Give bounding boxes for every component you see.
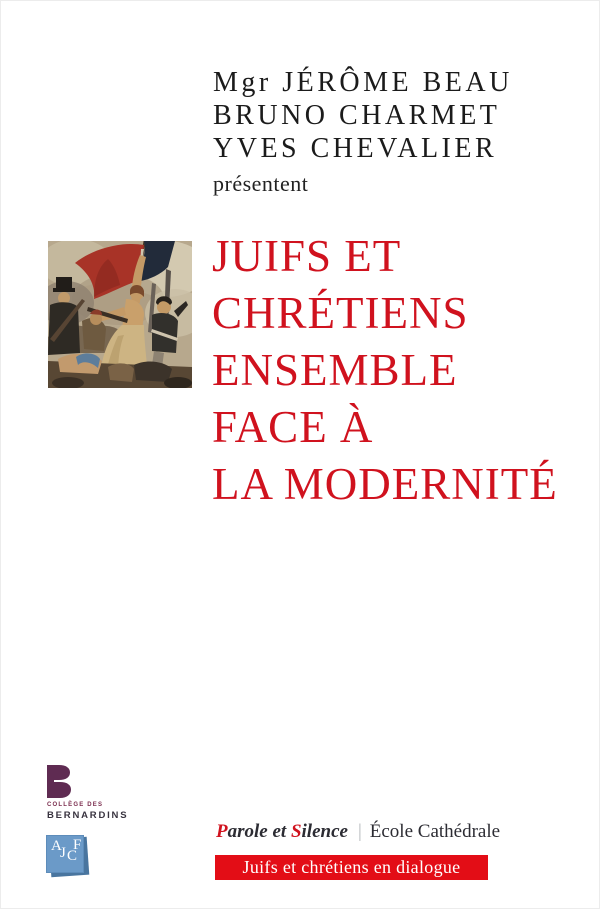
author-name: BRUNO CHARMET bbox=[213, 100, 501, 131]
title-line: CHRÉTIENS bbox=[212, 288, 469, 338]
bernardins-b-icon bbox=[47, 765, 71, 798]
publisher-divider: | bbox=[357, 821, 362, 842]
publisher-s-rest: ilence bbox=[301, 821, 348, 842]
ajcf-logo-square bbox=[46, 835, 84, 873]
publisher-school: École Cathédrale bbox=[369, 821, 501, 842]
ajcf-letter-f: F bbox=[73, 837, 82, 853]
title-line: ENSEMBLE bbox=[212, 345, 458, 395]
author-name: YVES CHEVALIER bbox=[213, 133, 498, 164]
title-line: LA MODERNITÉ bbox=[212, 459, 558, 509]
publisher-s-initial: S bbox=[290, 821, 302, 842]
collection-banner-text: Juifs et chrétiens en dialogue bbox=[242, 857, 461, 877]
authors-block bbox=[213, 66, 513, 197]
publisher-p-initial: P bbox=[216, 821, 228, 842]
ajcf-letter-j: J bbox=[60, 845, 66, 861]
presenter-word: présentent bbox=[213, 171, 309, 196]
author-name: Mgr JÉRÔME BEAU bbox=[213, 67, 513, 98]
bernardins-name-label: BERNARDINS bbox=[47, 810, 129, 821]
publisher-line bbox=[216, 820, 500, 844]
bernardins-logo bbox=[47, 765, 128, 821]
title-line: JUIFS ET bbox=[212, 231, 402, 281]
book-title bbox=[212, 228, 558, 513]
ajcf-letter-a: A bbox=[51, 838, 62, 854]
liberty-painting-illustration bbox=[48, 241, 192, 388]
bernardins-college-label: COLLÈGE DES bbox=[47, 802, 104, 808]
publisher-p-rest: arole et bbox=[227, 821, 291, 842]
title-line: FACE À bbox=[212, 402, 374, 452]
publisher-brand bbox=[216, 821, 348, 842]
ajcf-logo bbox=[46, 835, 91, 880]
ajcf-letter-c: C bbox=[67, 848, 78, 864]
cover-artwork-liberty-painting bbox=[48, 241, 192, 388]
collection-banner bbox=[215, 855, 488, 880]
